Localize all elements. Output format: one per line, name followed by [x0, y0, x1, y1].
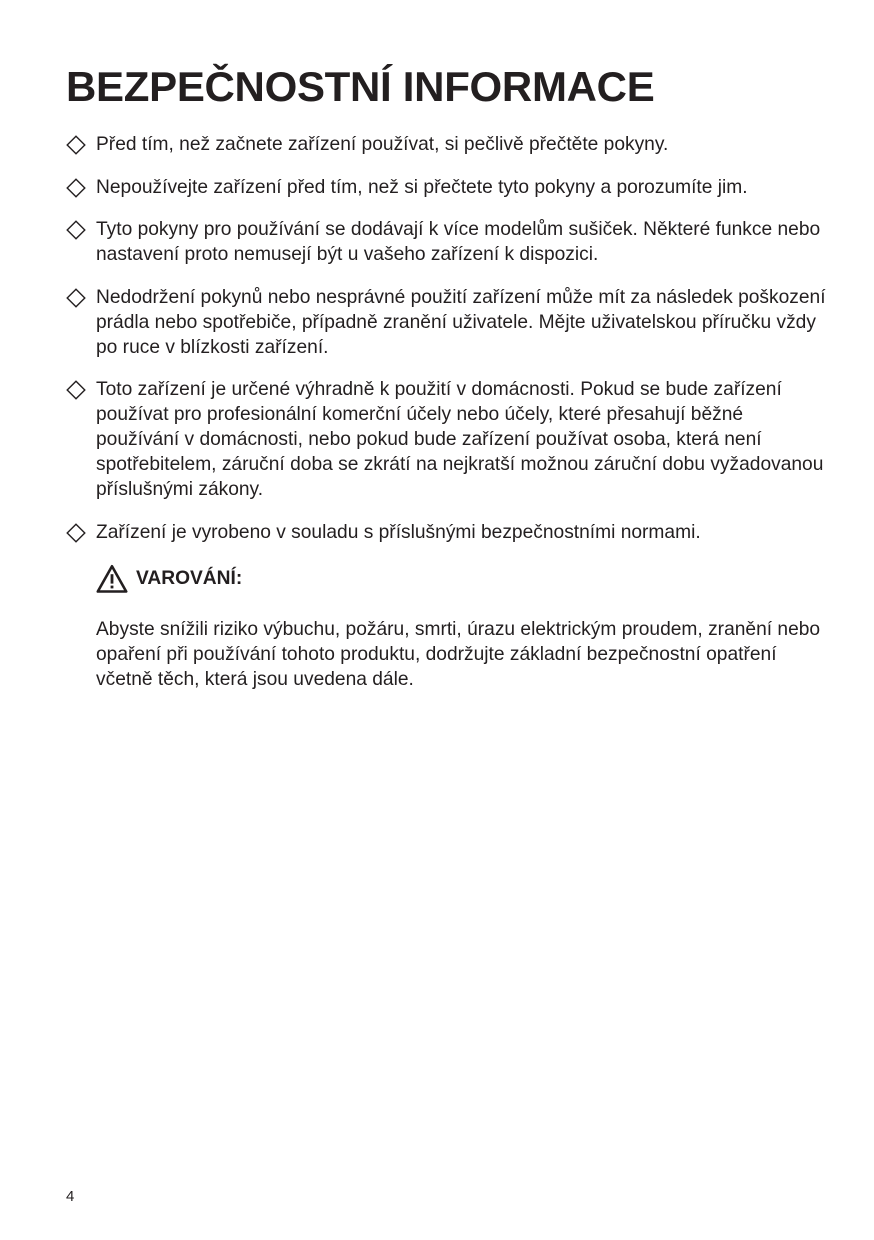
- diamond-outline-icon: [66, 135, 86, 155]
- safety-bullet-list: [66, 132, 826, 562]
- warning-header: [96, 564, 826, 594]
- bullet-text: Tyto pokyny pro používání se dodávají k více modelům sušiček. Některé funkce nebo nastavení proto nemusejí být u vašeho zařízení k dispozici.: [96, 219, 821, 265]
- bullet-text: Před tím, než začnete zařízení používat, si pečlivě přečtěte pokyny.: [96, 134, 669, 155]
- page-title: BEZPEČNOSTNÍ INFORMACE: [66, 63, 655, 110]
- warning-block: [96, 564, 826, 692]
- bullet-item: [66, 132, 826, 157]
- bullet-item: [66, 377, 826, 502]
- bullet-item: [66, 175, 826, 200]
- bullet-item: [66, 285, 826, 360]
- bullet-text: Toto zařízení je určené výhradně k použití v domácnosti. Pokud se bude zařízení používat pro profesionální komerční účely nebo účely, které přesahují běžné používání v domácnosti, nebo pokud bude zařízení používat osoba, která není spotřebitelem, záruční doba se zkrátí na nejkratší možnou záruční dobu vyžadovanou příslušnými zákony.: [96, 379, 824, 500]
- warning-text: Abyste snížili riziko výbuchu, požáru, smrti, úrazu elektrickým proudem, zranění nebo opaření při používání tohoto produktu, dodržujte základní bezpečnostní opatření včetně těch, která jsou uvedena dále.: [96, 619, 821, 690]
- diamond-outline-icon: [66, 178, 86, 198]
- diamond-outline-icon: [66, 380, 86, 400]
- bullet-text: Nepoužívejte zařízení před tím, než si přečtete tyto pokyny a porozumíte jim.: [96, 176, 748, 198]
- bullet-text: Zařízení je vyrobeno v souladu s příslušnými bezpečnostními normami.: [96, 521, 701, 543]
- bullet-item: [66, 520, 826, 545]
- diamond-outline-icon: [66, 288, 86, 308]
- diamond-outline-icon: [66, 220, 86, 240]
- warning-label: VAROVÁNÍ:: [136, 568, 243, 589]
- diamond-outline-icon: [66, 523, 86, 543]
- bullet-item: [66, 217, 826, 267]
- warning-triangle-icon: [96, 564, 128, 594]
- bullet-text: Nedodržení pokynů nebo nesprávné použití zařízení může mít za následek poškození prádla nebo spotřebiče, případně zranění uživatele. Mějte uživatelskou příručku vždy po ruce v blízkosti zařízení.: [96, 286, 826, 358]
- page-number: 4: [66, 1188, 75, 1205]
